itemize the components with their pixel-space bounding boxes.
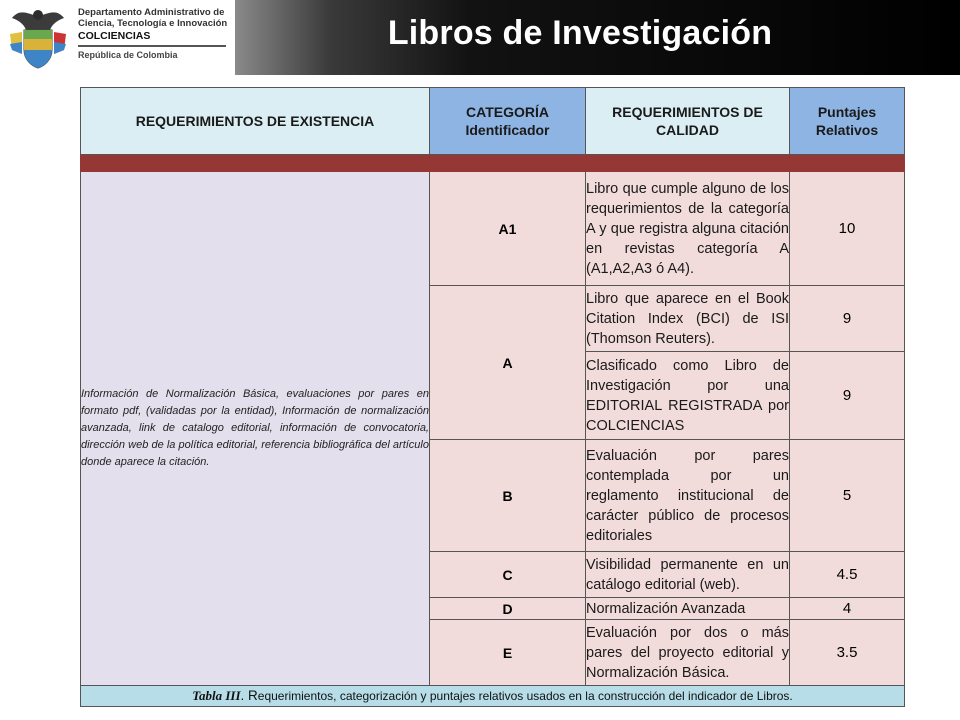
category-cell: C — [430, 552, 586, 598]
header-banner — [0, 0, 960, 75]
table-row — [81, 172, 905, 286]
header-category: CATEGORÍA Identificador — [430, 88, 586, 155]
caption-text: equerimientos, categorización y puntajes relativos usados en la construcción del indicador de Libros. — [257, 689, 793, 703]
header-quality: REQUERIMIENTOS DE CALIDAD — [586, 88, 790, 155]
points-cell: 4.5 — [790, 552, 905, 598]
points-cell: 9 — [790, 286, 905, 352]
caption-label: Tabla III — [192, 688, 241, 703]
header-existence: REQUERIMIENTOS DE EXISTENCIA — [81, 88, 430, 155]
points-cell: 10 — [790, 172, 905, 286]
quality-cell: Evaluación por dos o más pares del proyecto editorial y Normalización Básica. — [586, 620, 790, 686]
caption-initial: . R — [240, 688, 258, 703]
org-line-2: Ciencia, Tecnología e Innovación — [78, 18, 228, 29]
category-cell: B — [430, 440, 586, 552]
quality-cell: Libro que cumple alguno de los requerimientos de la categoría A y que registra alguna citación en revistas categoría A (A1,A2,A3 ó A4). — [586, 172, 790, 286]
table-header-row — [81, 88, 905, 155]
colombia-coat-of-arms-icon — [6, 4, 70, 70]
org-name: COLCIENCIAS — [78, 30, 151, 42]
quality-cell: Normalización Avanzada — [586, 598, 790, 620]
separator-bar — [81, 155, 905, 172]
caption-row — [81, 686, 905, 707]
points-cell: 4 — [790, 598, 905, 620]
logo-block — [0, 0, 232, 75]
table-caption — [81, 686, 905, 707]
org-divider — [78, 45, 226, 47]
category-cell: E — [430, 620, 586, 686]
points-cell: 9 — [790, 352, 905, 440]
category-cell: A1 — [430, 172, 586, 286]
org-country: República de Colombia — [78, 50, 178, 60]
quality-cell: Evaluación por pares contemplada por un reglamento institucional de carácter público de procesos editoriales — [586, 440, 790, 552]
existence-requirements-cell: Información de Normalización Básica, evaluaciones por pares en formato pdf, (validadas por la entidad), Información de normalización avanzada, link de catalogo editorial, información de convocatoria, dirección web de la política editorial, referencia bibliográfica del artículo donde aparece la citación. — [81, 172, 430, 686]
quality-cell: Libro que aparece en el Book Citation Index (BCI) de ISI (Thomson Reuters). — [586, 286, 790, 352]
quality-cell: Visibilidad permanente en un catálogo editorial (web). — [586, 552, 790, 598]
points-cell: 5 — [790, 440, 905, 552]
category-cell: D — [430, 598, 586, 620]
points-cell: 3.5 — [790, 620, 905, 686]
header-points: Puntajes Relativos — [790, 88, 905, 155]
org-line-1: Departamento Administrativo de — [78, 7, 225, 18]
category-cell: A — [430, 286, 586, 440]
requirements-table — [80, 87, 905, 707]
quality-cell: Clasificado como Libro de Investigación por una EDITORIAL REGISTRADA por COLCIENCIAS — [586, 352, 790, 440]
separator-row — [81, 155, 905, 172]
org-name-block — [78, 7, 228, 61]
page-title: Libros de Investigación — [387, 14, 773, 52]
